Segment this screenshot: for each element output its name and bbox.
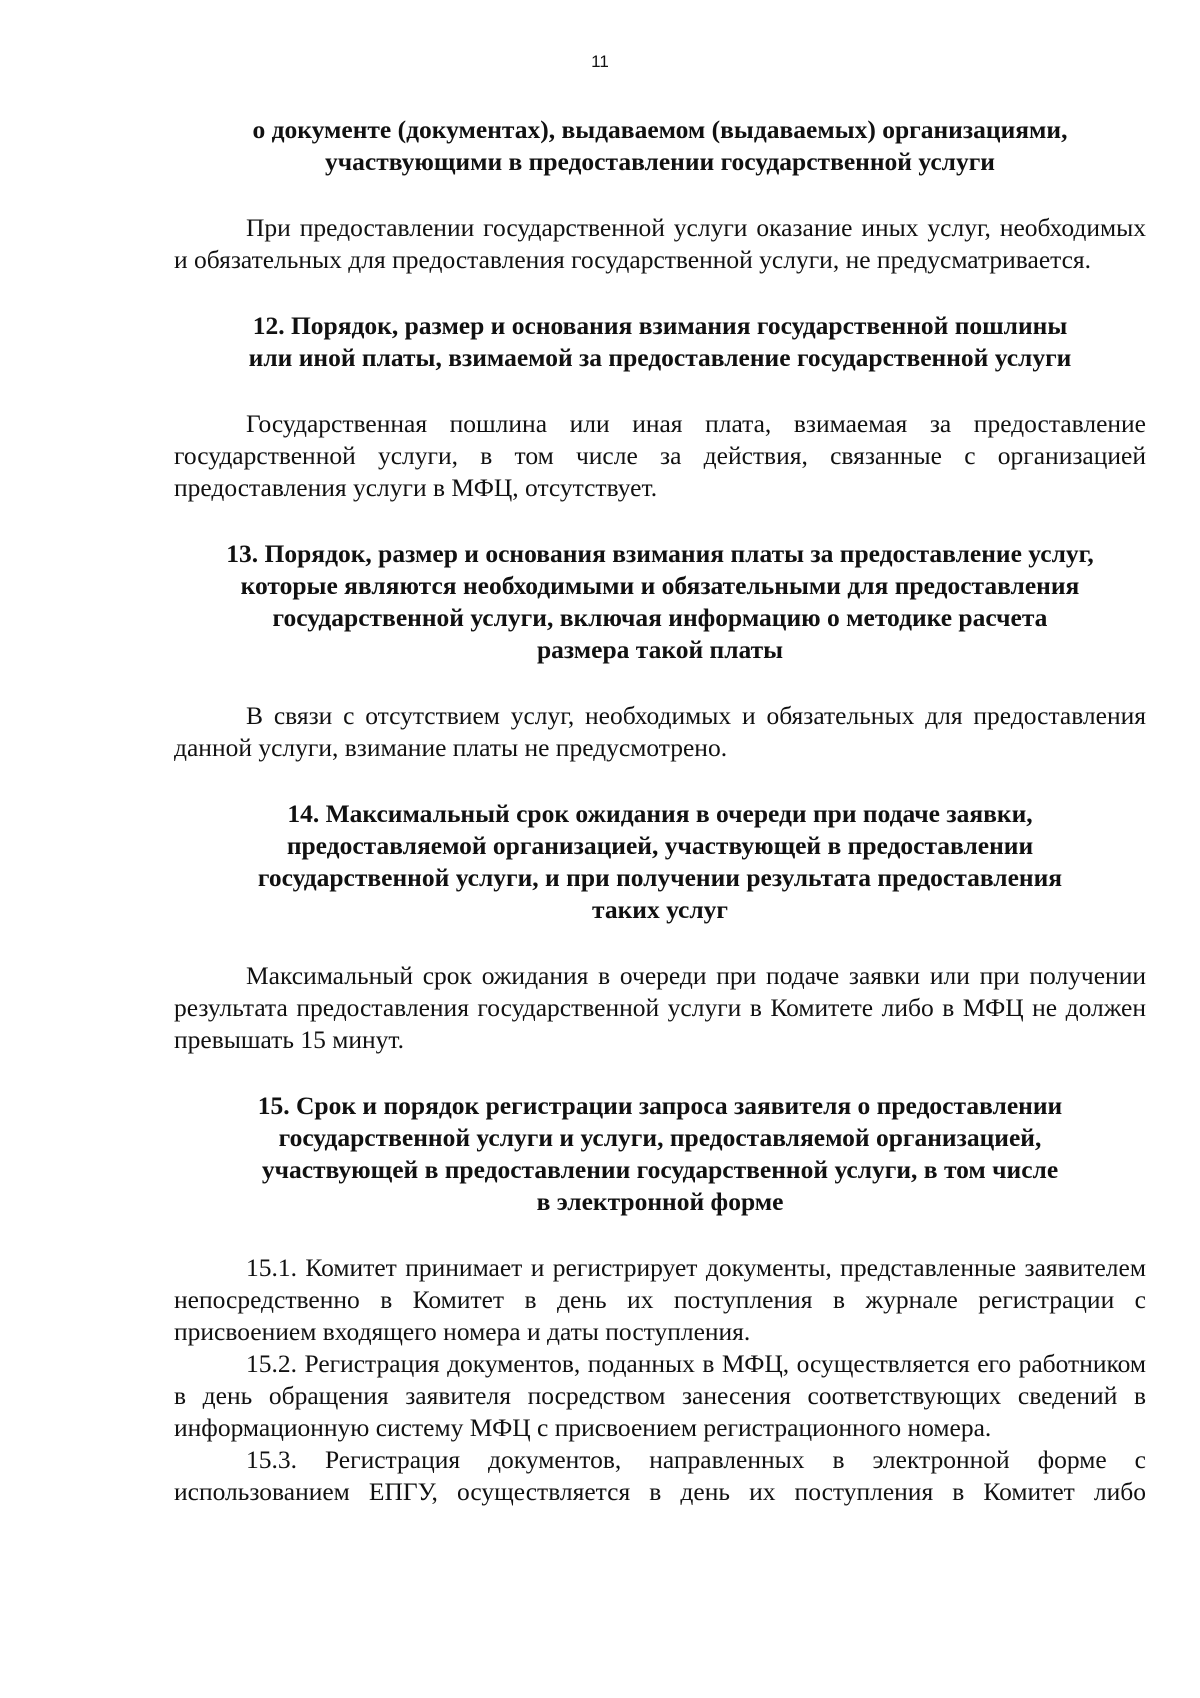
body-paragraph: Государственная пошлина или иная плата, взимаемая за предоставление государственной услуги, в том числе за действия, связанные с организацией предоставления услуги в МФЦ, отсутствует.	[174, 409, 1146, 502]
body-paragraph: 15.3. Регистрация документов, направленных в электронной форме с использованием ЕПГУ, осуществляется в день их поступления в Комитет либо	[174, 1445, 1146, 1506]
section-heading	[174, 538, 1146, 666]
body-paragraph: В связи с отсутствием услуг, необходимых и обязательных для предоставления данной услуги, взимание платы не предусмотрено.	[174, 701, 1146, 762]
document-body	[174, 114, 1146, 1508]
body-paragraph: 15.1. Комитет принимает и регистрирует документы, представленные заявителем непосредственно в Комитет в день их поступления в журнале регистрации с присвоением входящего номера и даты поступления.	[174, 1253, 1146, 1346]
section-heading	[174, 798, 1146, 926]
section-heading	[174, 310, 1146, 374]
section-heading-line: размера такой платы	[536, 635, 784, 664]
body-paragraph: 15.2. Регистрация документов, поданных в МФЦ, осуществляется его работником в день обращения заявителя посредством занесения соответствующих сведений в информационную систему МФЦ с присвоением регистрационного номера.	[174, 1349, 1146, 1442]
section-heading-line: государственной услуги и услуги, предоставляемой организацией,	[278, 1123, 1042, 1152]
section-heading-line: 14. Максимальный срок ожидания в очереди при подаче заявки,	[287, 799, 1033, 828]
section-heading-line: в электронной форме	[536, 1187, 784, 1216]
section-heading-line: предоставляемой организацией, участвующей в предоставлении	[286, 831, 1034, 860]
section-heading-line: или иной платы, взимаемой за предоставление государственной услуги	[248, 343, 1072, 372]
section-heading-line: 12. Порядок, размер и основания взимания государственной пошлины	[252, 311, 1068, 340]
section-heading-line: таких услуг	[591, 895, 729, 924]
section-heading-line: участвующими в предоставлении государственной услуги	[325, 147, 995, 176]
section-heading-line: государственной услуги, и при получении результата предоставления	[257, 863, 1063, 892]
section-heading-line: участвующей в предоставлении государственной услуги, в том числе	[261, 1155, 1059, 1184]
body-paragraph: При предоставлении государственной услуги оказание иных услуг, необходимых и обязательных для предоставления государственной услуги, не предусматривается.	[174, 213, 1146, 274]
page-number: 11	[591, 52, 609, 71]
section-heading-line: о документе (документах), выдаваемом (выдаваемых) организациями,	[252, 115, 1068, 144]
section-heading-line: 15. Срок и порядок регистрации запроса заявителя о предоставлении	[257, 1091, 1063, 1120]
section-heading-line: 13. Порядок, размер и основания взимания платы за предоставление услуг,	[226, 539, 1094, 568]
section-heading-line: государственной услуги, включая информацию о методике расчета	[272, 603, 1048, 632]
section-heading	[174, 114, 1146, 178]
section-heading	[174, 1090, 1146, 1218]
body-paragraph: Максимальный срок ожидания в очереди при подаче заявки или при получении результата предоставления государственной услуги в Комитете либо в МФЦ не должен превышать 15 минут.	[174, 961, 1146, 1054]
section-heading-line: которые являются необходимыми и обязательными для предоставления	[240, 571, 1080, 600]
